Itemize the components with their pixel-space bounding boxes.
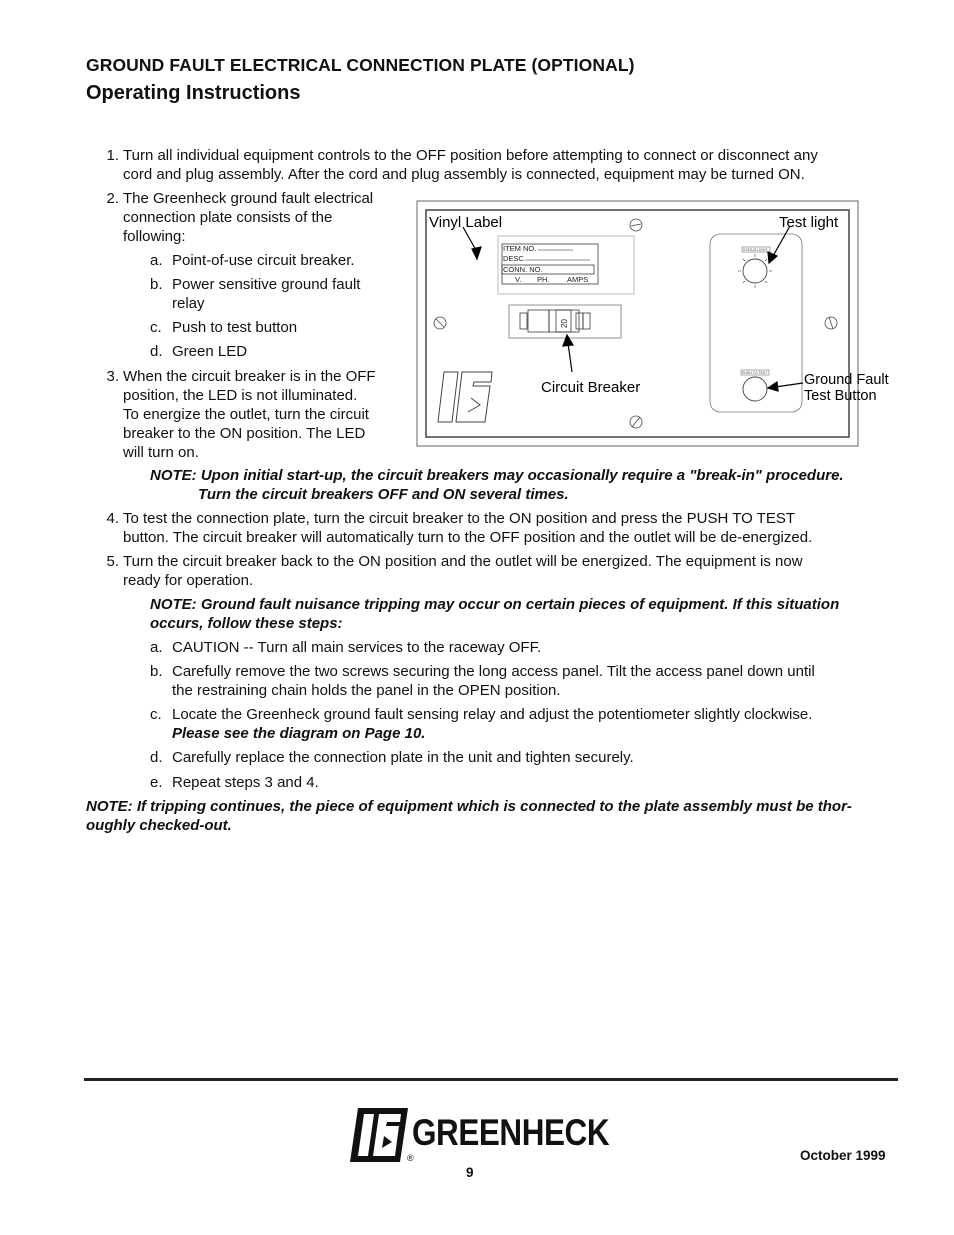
step-text: breaker to the ON position. The LED [123,425,366,442]
footer-date: October 1999 [800,1148,886,1163]
test-light-callout: Test light [779,214,839,231]
step-number: 3. [106,368,119,385]
item-text: Repeat steps 3 and 4. [172,774,319,791]
step-text: To test the connection plate, turn the circuit breaker to the ON position and press the PUSH TO TEST [123,510,796,527]
note-text: NOTE: Upon initial start-up, the circuit breakers may occasionally require a "break-in" procedure. [150,467,844,484]
note-text: Turn the circuit breakers OFF and ON several times. [198,486,569,503]
step-number: 4. [106,510,119,527]
step-text: ready for operation. [123,572,254,589]
brand-wordmark: GREENHECK [412,1112,610,1153]
green-led-icon [743,259,767,283]
page-number: 9 [466,1165,474,1180]
item-letter: c. [150,706,162,723]
step-number: 2. [106,190,119,207]
connection-plate-diagram [416,200,889,448]
circuit-breaker [509,305,621,338]
item-text: Power sensitive ground fault [172,276,361,293]
label-desc: DESC. [503,254,526,263]
test-button-icon [743,377,767,401]
vinyl-label-plate [498,236,634,294]
step-text: connection plate consists of the [123,209,333,226]
item-letter: b. [150,663,163,680]
item-letter: b. [150,276,163,293]
step-number: 1. [106,147,119,164]
step-text: following: [123,228,186,245]
circuit-breaker-callout: Circuit Breaker [541,379,641,396]
item-letter: c. [150,319,162,336]
item-text: relay [172,295,205,312]
item-text: Point-of-use circuit breaker. [172,252,355,269]
step-text: will turn on. [123,444,199,461]
step-text: cord and plug assembly. After the cord and plug assembly is connected, equipment may be turned ON. [123,166,805,183]
push-to-test-text: PUSH TO TEST [742,371,768,375]
footer-rule [84,1078,898,1081]
ground-fault-callout-line1: Ground Fault [804,372,889,388]
note-text: NOTE: Ground fault nuisance tripping may occur on certain pieces of equipment. If this situation [150,596,840,613]
registered-mark: ® [407,1153,414,1163]
section-title: GROUND FAULT ELECTRICAL CONNECTION PLATE (OPTIONAL) [86,55,635,75]
item-text: CAUTION -- Turn all main services to the raceway OFF. [172,639,542,656]
breaker-rating: 20 [560,319,569,328]
ground-fault-callout-line2: Test Button [804,388,877,404]
step-text: button. The circuit breaker will automatically turn to the OFF position and the outlet will be de-energized. [123,529,813,546]
label-phase: PH. [537,275,550,284]
page-title: Operating Instructions [86,82,301,104]
step-text: To energize the outlet, turn the circuit [123,406,369,423]
item-letter: d. [150,343,163,360]
label-volts: V. [515,275,522,284]
item-letter: a. [150,252,163,269]
item-text: Carefully replace the connection plate in the unit and tighten securely. [172,749,634,766]
step-text: Turn the circuit breaker back to the ON position and the outlet will be energized. The equipment is now [123,553,803,570]
step-number: 5. [106,553,119,570]
step-text: When the circuit breaker is in the OFF [123,368,376,385]
step-text: The Greenheck ground fault electrical [123,190,374,207]
item-text: Carefully remove the two screws securing the long access panel. Tilt the access panel down until [172,663,815,680]
item-letter: d. [150,749,163,766]
item-text: Green LED [172,343,248,360]
item-text: Locate the Greenheck ground fault sensing relay and adjust the potentiometer slightly clockwise. [172,706,813,723]
vinyl-label-callout: Vinyl Label [429,214,503,231]
greenheck-logo-icon [348,1106,410,1164]
label-conn-no: CONN. NO. [503,265,543,274]
note-text: occurs, follow these steps: [150,615,343,632]
item-text: Push to test button [172,319,298,336]
step-text: position, the LED is not illuminated. [123,387,358,404]
label-item-no: ITEM NO. [503,244,537,253]
item-text: the restraining chain holds the panel in the OPEN position. [172,682,561,699]
status-light-text: STATUS LIGHT [743,248,768,252]
item-letter: e. [150,774,163,791]
item-letter: a. [150,639,163,656]
item-text: Please see the diagram on Page 10. [172,725,426,742]
step-text: Turn all individual equipment controls to the OFF position before attempting to connect or disconnect any [123,147,818,164]
label-amps: AMPS [567,275,589,284]
note-text: NOTE: If tripping continues, the piece of equipment which is connected to the plate assembly must be thor- [86,798,852,815]
note-text: oughly checked-out. [86,817,232,834]
